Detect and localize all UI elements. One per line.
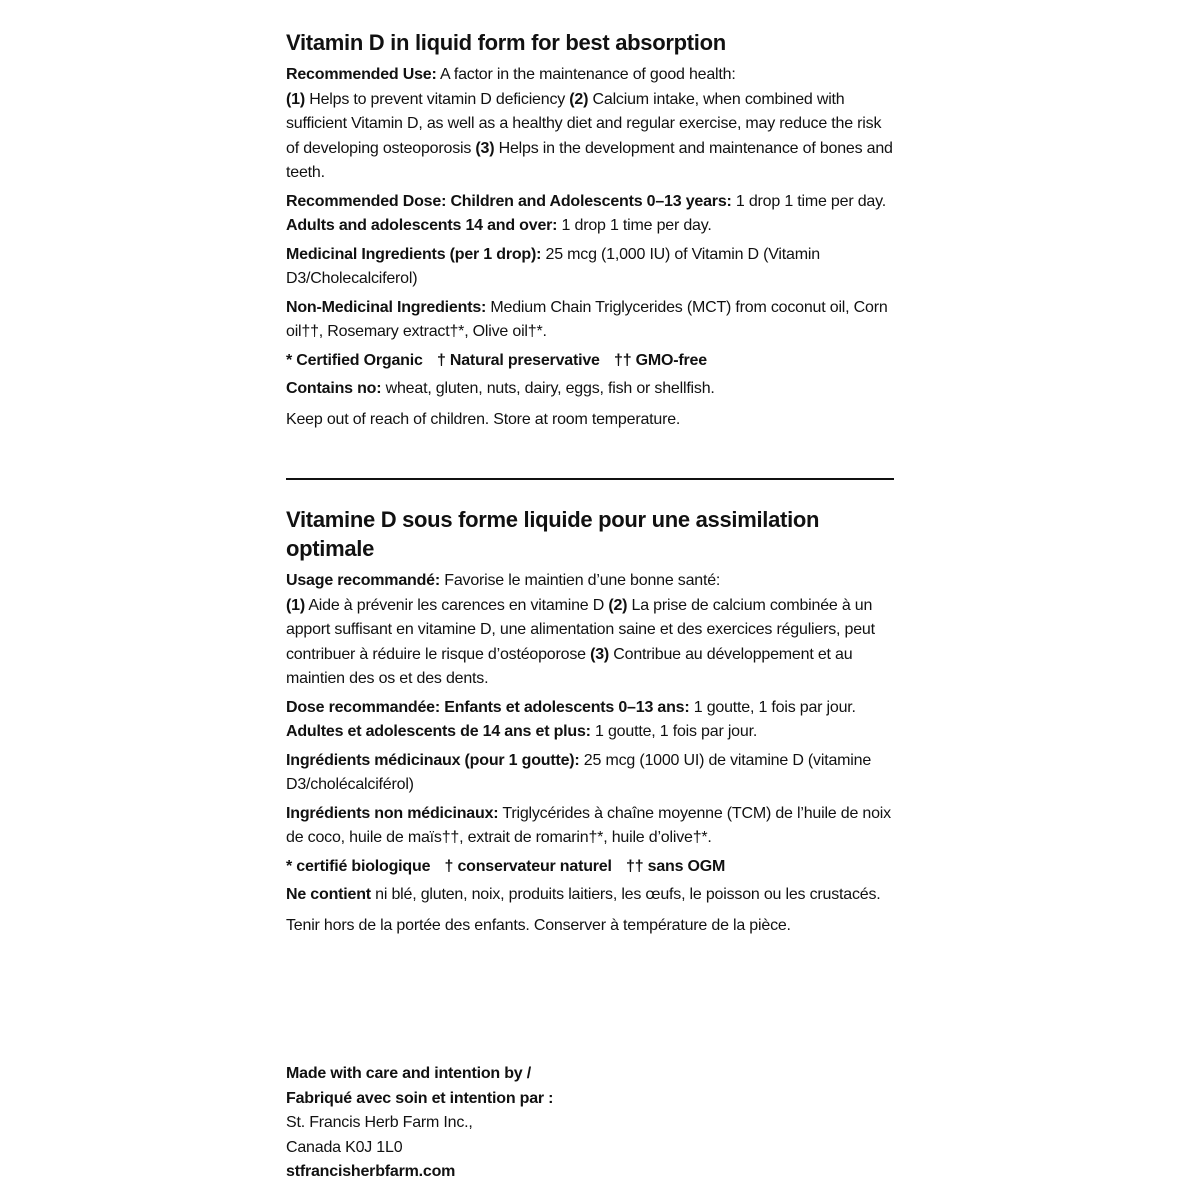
- english-medicinal-ingredients: [286, 243, 898, 292]
- french-n2: (2): [608, 596, 628, 614]
- french-ingredients-non-medicinaux: [286, 802, 898, 851]
- french-ne-contient: [286, 883, 898, 908]
- english-legend-gmo: †† GMO-free: [614, 351, 707, 369]
- french-dose-text2: 1 goutte, 1 fois par jour.: [590, 723, 758, 740]
- french-dose-recommandee: [286, 696, 898, 745]
- english-t3: Helps in the development and maintenance of bones and teeth.: [286, 139, 893, 181]
- french-use-text: Favorise le maintien d’une bonne santé:: [440, 572, 721, 589]
- english-use-text: A factor in the maintenance of good health:: [436, 66, 736, 83]
- french-legend-preservative: † conservateur naturel: [444, 857, 612, 875]
- french-title: Vitamine D sous forme liquide pour une assimilation optimale: [286, 507, 820, 561]
- french-legend-gmo: †† sans OGM: [626, 857, 726, 875]
- french-legend: [286, 855, 898, 880]
- french-contains-text: ni blé, gluten, noix, produits laitiers, les œufs, le poisson ou les crustacés.: [370, 886, 881, 903]
- website-link: stfrancisherbfarm.com: [286, 1163, 456, 1180]
- english-use-label: Recommended Use:: [286, 66, 437, 83]
- english-title: Vitamin D in liquid form for best absorption: [286, 30, 726, 55]
- english-t2: Calcium intake, when combined with sufficient Vitamin D, as well as a healthy diet and regular exercise, may reduce the risk of developing osteoporosis: [286, 90, 882, 157]
- english-dose-label: Recommended Dose: Children and Adolescents 0–13 years:: [286, 192, 732, 210]
- french-med-text: 25 mcg (1000 UI) de vitamine D (vitamine D3/cholécalciférol): [286, 751, 872, 793]
- english-legend: [286, 349, 898, 374]
- english-non-medicinal-ingredients: [286, 296, 898, 345]
- english-med-label: Medicinal Ingredients (per 1 drop):: [286, 245, 542, 263]
- english-nonmed-label: Non-Medicinal Ingredients:: [286, 298, 487, 316]
- french-nonmed-label: Ingrédients non médicinaux:: [286, 804, 499, 822]
- french-legend-organic: * certifié biologique: [286, 857, 431, 875]
- made-by-fr: Fabriqué avec soin et intention par :: [286, 1089, 554, 1107]
- french-ingredients-medicinaux: [286, 749, 898, 798]
- english-n3: (3): [475, 139, 495, 157]
- made-by-en: Made with care and intention by /: [286, 1065, 531, 1082]
- french-use-label: Usage recommandé:: [286, 572, 440, 589]
- english-dose-text1: 1 drop 1 time per day.: [731, 192, 886, 210]
- french-n3: (3): [590, 645, 610, 663]
- english-med-text: 25 mcg (1,000 IU) of Vitamin D (Vitamin D3/Cholecalciferol): [286, 245, 820, 287]
- english-recommended-use: [286, 63, 898, 186]
- french-storage: Tenir hors de la portée des enfants. Conserver à température de la pièce.: [286, 916, 791, 934]
- french-n1: (1): [286, 596, 305, 614]
- section-divider: [286, 478, 894, 480]
- french-nonmed-text: Triglycérides à chaîne moyenne (TCM) de l’huile de noix de coco, huile de maïs††, extrait de romarin†*, huile d’olive†*.: [286, 804, 891, 846]
- company-address: Canada K0J 1L0: [286, 1138, 403, 1156]
- english-storage: Keep out of reach of children. Store at room temperature.: [286, 410, 681, 428]
- english-legend-preservative: † Natural preservative: [436, 351, 600, 369]
- french-med-label: Ingrédients médicinaux (pour 1 goutte):: [286, 751, 580, 769]
- english-recommended-dose: [286, 190, 898, 239]
- french-dose-label2: Adultes et adolescents de 14 ans et plus:: [286, 723, 591, 740]
- english-legend-organic: * Certified Organic: [286, 351, 423, 369]
- company-name: St. Francis Herb Farm Inc.,: [286, 1114, 473, 1131]
- english-dose-text2: 1 drop 1 time per day.: [557, 217, 712, 234]
- english-n1: (1): [286, 90, 305, 108]
- english-contains-text: wheat, gluten, nuts, dairy, eggs, fish or shellfish.: [381, 380, 715, 397]
- french-dose-label: Dose recommandée: Enfants et adolescents 0–13 ans:: [286, 698, 690, 716]
- french-dose-text1: 1 goutte, 1 fois par jour.: [689, 698, 856, 716]
- french-usage-recommande: [286, 569, 898, 692]
- french-section: [286, 505, 898, 942]
- english-n2: (2): [569, 90, 589, 108]
- french-contains-label: Ne contient: [286, 886, 371, 903]
- english-section: [286, 28, 898, 436]
- english-t1: Helps to prevent vitamin D deficiency: [304, 90, 570, 108]
- english-dose-label2: Adults and adolescents 14 and over:: [286, 217, 558, 234]
- english-contains-no: [286, 377, 898, 402]
- french-t2: La prise de calcium combinée à un apport suffisant en vitamine D, une alimentation saine et des exercices réguliers, peut contribuer à réduire le risque d’ostéoporose: [286, 596, 875, 663]
- french-t3: Contribue au développement et au maintien des os et des dents.: [286, 645, 853, 687]
- contact-block: [286, 1062, 898, 1185]
- french-t1: Aide à prévenir les carences en vitamine D: [304, 596, 609, 614]
- english-contains-label: Contains no:: [286, 380, 382, 397]
- english-nonmed-text: Medium Chain Triglycerides (MCT) from coconut oil, Corn oil††, Rosemary extract†*, Olive oil†*.: [286, 298, 888, 340]
